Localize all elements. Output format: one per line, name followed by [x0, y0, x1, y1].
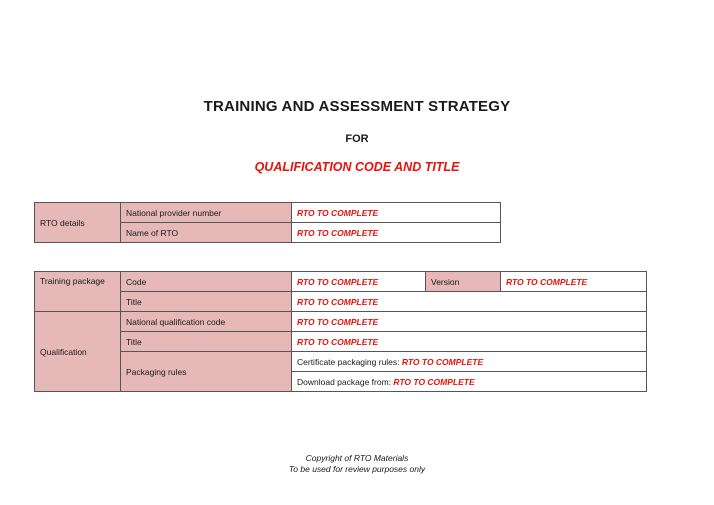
review-purposes-line: To be used for review purposes only — [288, 464, 426, 474]
qualification-heading: QUALIFICATION CODE AND TITLE — [254, 160, 460, 174]
certificate-packaging-rules-cell[interactable] — [292, 352, 647, 372]
name-of-rto-value[interactable]: RTO TO COMPLETE — [292, 223, 501, 243]
packaging-rules-label: Packaging rules — [121, 352, 292, 392]
footer — [0, 453, 714, 475]
table-row — [35, 312, 647, 332]
rto-details-label: RTO details — [35, 203, 121, 243]
certificate-packaging-rules-prefix: Certificate packaging rules: — [297, 356, 400, 367]
for-label: FOR — [345, 133, 369, 145]
table-row — [35, 352, 647, 372]
version-value[interactable]: RTO TO COMPLETE — [501, 272, 647, 292]
rto-details-table — [34, 202, 501, 243]
national-provider-number-value[interactable]: RTO TO COMPLETE — [292, 203, 501, 223]
code-value[interactable]: RTO TO COMPLETE — [292, 272, 426, 292]
copyright-line: Copyright of RTO Materials — [305, 453, 409, 463]
table-row — [35, 203, 501, 223]
national-qualification-code-value[interactable]: RTO TO COMPLETE — [292, 312, 647, 332]
table-row — [35, 332, 647, 352]
code-label: Code — [121, 272, 292, 292]
national-qualification-code-label: National qualification code — [121, 312, 292, 332]
table-row — [35, 272, 647, 292]
package-title-label: Title — [121, 292, 292, 312]
certificate-packaging-rules-value: RTO TO COMPLETE — [401, 356, 484, 367]
download-package-cell[interactable] — [292, 372, 647, 392]
national-provider-number-label: National provider number — [121, 203, 292, 223]
version-label: Version — [426, 272, 501, 292]
qualification-label: Qualification — [35, 312, 121, 392]
package-title-value[interactable]: RTO TO COMPLETE — [292, 292, 647, 312]
download-package-prefix: Download package from: — [297, 376, 392, 387]
document-title: TRAINING AND ASSESSMENT STRATEGY — [203, 98, 511, 115]
download-package-value: RTO TO COMPLETE — [393, 376, 475, 387]
name-of-rto-label: Name of RTO — [121, 223, 292, 243]
qualification-title-label: Title — [121, 332, 292, 352]
qualification-title-value[interactable]: RTO TO COMPLETE — [292, 332, 647, 352]
table-row — [35, 292, 647, 312]
package-qualification-table — [34, 271, 647, 392]
training-package-label: Training package — [35, 272, 121, 312]
